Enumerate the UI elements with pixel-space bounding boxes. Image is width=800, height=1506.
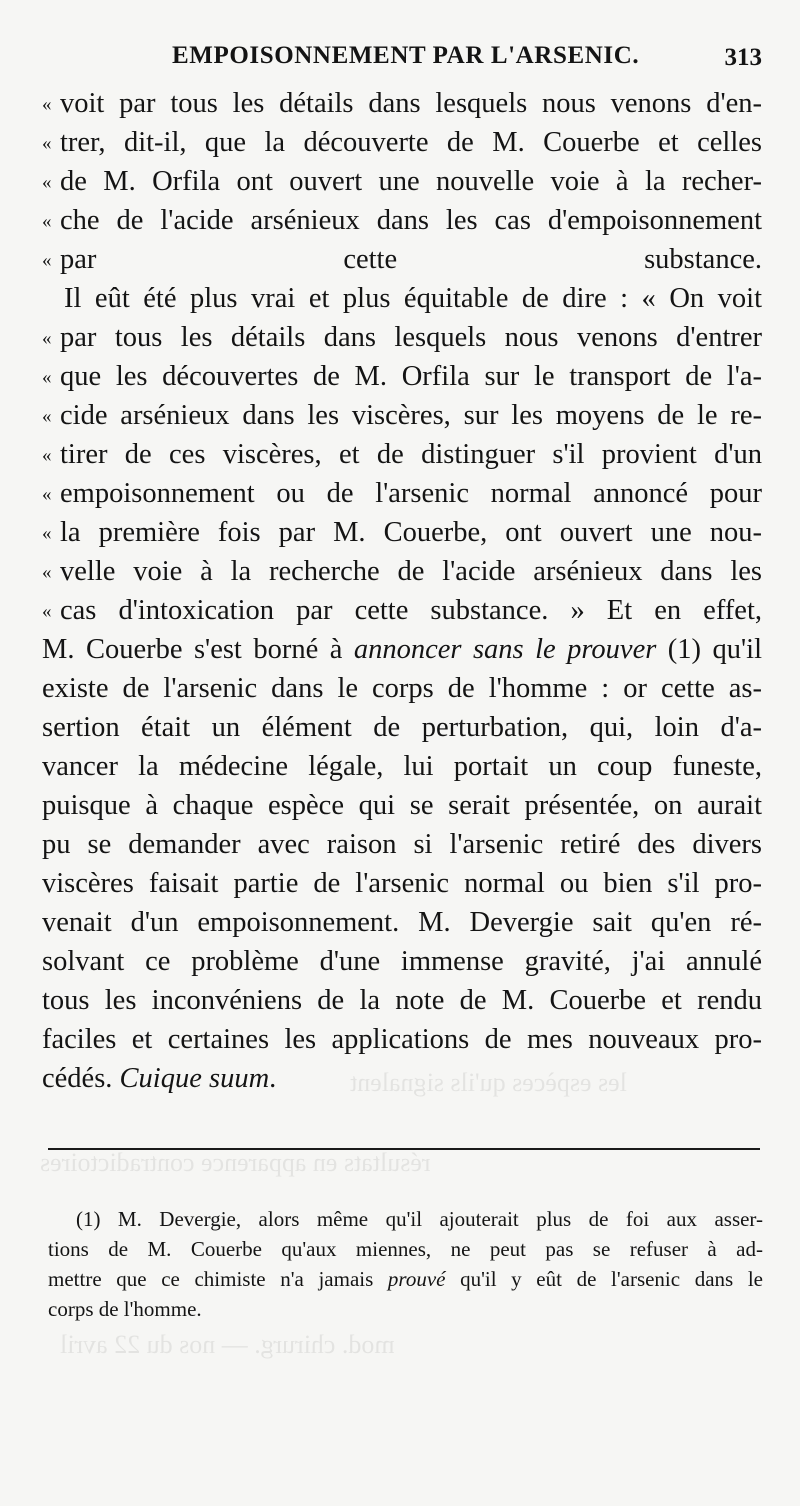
quotation-mark: «: [42, 94, 52, 115]
line-segment: par tous les détails dans lesquels nous venons d'entrer: [60, 322, 762, 353]
footnote-line: [48, 1264, 763, 1294]
line-segment: existe de l'arsenic dans le corps de l'homme : or cette as-: [42, 673, 762, 704]
line-segment: qu'il y eût de l'arsenic dans le: [445, 1267, 763, 1291]
page-number: 313: [724, 44, 762, 71]
quotation-mark: «: [42, 406, 52, 427]
line-segment: cédés.: [42, 1063, 120, 1094]
quotation-mark: «: [42, 601, 52, 622]
footnote: [48, 1204, 763, 1324]
text-line: [42, 513, 762, 552]
quotation-mark: «: [42, 328, 52, 349]
line-segment: .: [269, 1063, 277, 1094]
line-segment: tirer de ces viscères, et de distinguer s'il provient d'un: [60, 439, 762, 470]
bleed-through-text: mod. chirurg. — nos du 22 avril: [60, 1330, 395, 1359]
line-segment: solvant ce problème d'une immense gravité, j'ai annulé: [42, 946, 762, 977]
line-segment: que les découvertes de M. Orfila sur le transport de l'a-: [60, 361, 762, 392]
italic-phrase: annoncer sans le prouver: [353, 634, 657, 665]
line-segment: voit par tous les détails dans lesquels nous venons d'en-: [60, 88, 762, 119]
text-line: [42, 708, 762, 747]
line-segment: faciles et certaines les applications de mes nouveaux pro-: [42, 1024, 762, 1055]
line-segment: empoisonnement ou de l'arsenic normal annoncé pour: [60, 478, 762, 509]
bleed-through-text: les espèces qu'ils signalent: [350, 1068, 627, 1097]
text-line: [42, 201, 762, 240]
quotation-mark: «: [42, 367, 52, 388]
text-line: [42, 591, 762, 630]
line-segment: pu se demander avec raison si l'arsenic retiré des divers: [42, 829, 762, 860]
footnote-rule: [48, 1148, 760, 1150]
text-line: [42, 162, 762, 201]
footnote-line: [48, 1204, 763, 1234]
italic-phrase: Cuique suum: [119, 1063, 270, 1094]
text-line: [42, 825, 762, 864]
line-segment: cas d'intoxication par cette substance. » Et en effet,: [60, 595, 762, 626]
line-segment: corps de l'homme.: [48, 1297, 202, 1321]
text-line: [42, 357, 762, 396]
line-segment: trer, dit-il, que la découverte de M. Couerbe et celles: [60, 127, 762, 158]
line-segment: (1) M. Devergie, alors même qu'il ajouterait plus de foi aux asser-: [76, 1207, 763, 1231]
line-segment: tions de M. Couerbe qu'aux miennes, ne peut pas se refuser à ad-: [48, 1237, 763, 1261]
text-line: [42, 552, 762, 591]
line-segment: puisque à chaque espèce qui se serait présentée, on aurait: [42, 790, 762, 821]
quotation-mark: «: [42, 250, 52, 271]
footnote-line: [48, 1294, 763, 1324]
line-segment: velle voie à la recherche de l'acide arsénieux dans les: [60, 556, 762, 587]
line-segment: Il eût été plus vrai et plus équitable de dire : « On voit: [64, 283, 762, 314]
text-line: [42, 396, 762, 435]
text-line: [42, 240, 762, 279]
text-line: [42, 435, 762, 474]
text-line: [42, 279, 762, 318]
line-segment: venait d'un empoisonnement. M. Devergie sait qu'en ré-: [42, 907, 762, 938]
line-segment: tous les inconvéniens de la note de M. Couerbe et rendu: [42, 985, 762, 1016]
line-segment: la première fois par M. Couerbe, ont ouvert une nou-: [60, 517, 762, 548]
text-line: [42, 747, 762, 786]
line-segment: mettre que ce chimiste n'a jamais: [48, 1267, 388, 1291]
quotation-mark: «: [42, 484, 52, 505]
quotation-mark: «: [42, 211, 52, 232]
text-line: [42, 123, 762, 162]
bleed-through-text: résultats en apparence contradictoires: [40, 1148, 431, 1177]
footnote-line: [48, 1234, 763, 1264]
text-line: [42, 786, 762, 825]
line-segment: par cette substance.: [60, 244, 762, 275]
text-line: [42, 630, 762, 669]
main-text: [42, 84, 762, 1098]
text-line: [42, 84, 762, 123]
line-segment: de M. Orfila ont ouvert une nouvelle voie à la recher-: [60, 166, 762, 197]
text-line: [42, 318, 762, 357]
line-segment: (1) qu'il: [656, 634, 762, 665]
quotation-mark: «: [42, 172, 52, 193]
page-header: [40, 42, 762, 76]
line-segment: M. Couerbe s'est borné à: [42, 634, 354, 665]
line-segment: vancer la médecine légale, lui portait un coup funeste,: [42, 751, 762, 782]
text-line: [42, 669, 762, 708]
quotation-mark: «: [42, 523, 52, 544]
quotation-mark: «: [42, 445, 52, 466]
text-line: [42, 903, 762, 942]
text-line: [42, 981, 762, 1020]
line-segment: cide arsénieux dans les viscères, sur les moyens de le re-: [60, 400, 762, 431]
running-title: EMPOISONNEMENT PAR L'ARSENIC.: [172, 42, 640, 69]
text-line: [42, 1059, 762, 1098]
line-segment: sertion était un élément de perturbation, qui, loin d'a-: [42, 712, 762, 743]
line-segment: che de l'acide arsénieux dans les cas d'empoisonnement: [60, 205, 762, 236]
text-line: [42, 474, 762, 513]
quotation-mark: «: [42, 562, 52, 583]
text-line: [42, 1020, 762, 1059]
italic-phrase: prouvé: [387, 1267, 446, 1291]
line-segment: viscères faisait partie de l'arsenic normal ou bien s'il pro-: [42, 868, 762, 899]
text-line: [42, 942, 762, 981]
quotation-mark: «: [42, 133, 52, 154]
text-line: [42, 864, 762, 903]
